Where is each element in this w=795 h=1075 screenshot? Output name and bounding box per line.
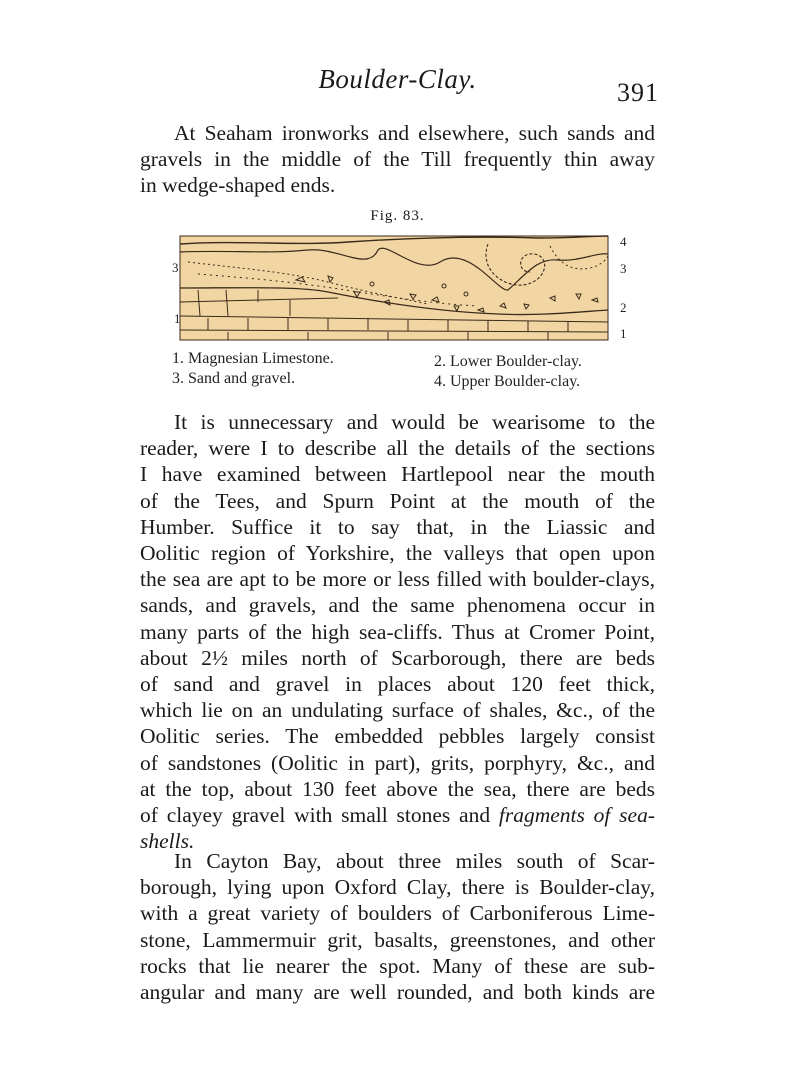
paragraph-yorkshire-sections	[140, 409, 655, 854]
text-line: sands, and gravels, and the same phenomena occur in	[140, 593, 655, 618]
text-line: of sand and gravel in places about 120 feet thick,	[140, 672, 655, 697]
geological-section-figure	[178, 232, 612, 344]
text-line: It is unnecessary and would be wearisome to the	[174, 410, 655, 434]
figure-right-number: 1	[620, 326, 627, 341]
text-line: which lie on an undulating surface of shales, &c., of the	[140, 698, 655, 723]
text-line: I have examined between Hartlepool near the mouth	[140, 462, 655, 487]
text-line: about 2½ miles north of Scarborough, there are beds	[140, 645, 655, 670]
italic-run: shells.	[140, 829, 195, 854]
text-line: angular and many are well rounded, and both kinds are	[140, 980, 655, 1005]
running-title: Boulder-Clay.	[318, 64, 477, 94]
paragraph-cayton-bay	[140, 848, 655, 1005]
text-line: rocks that lie nearer the spot. Many of these are sub-	[140, 953, 655, 978]
text-line: many parts of the high sea-cliffs. Thus at Cromer Point,	[140, 619, 655, 644]
paragraph-seaham	[140, 120, 655, 199]
figure-right-number: 4	[620, 234, 627, 249]
figure-left-number: 3	[172, 260, 179, 275]
text-line: reader, were I to describe all the details of the sections	[140, 436, 655, 461]
legend-item: 3. Sand and gravel.	[172, 370, 296, 387]
text-run: of clayey gravel with small stones and	[140, 803, 491, 828]
page-number: 391	[617, 78, 659, 107]
text-line: with a great variety of boulders of Carboniferous Lime-	[140, 901, 655, 926]
text-line: in wedge-shaped ends.	[140, 173, 336, 198]
text-line: Humber. Suffice it to say that, in the Liassic and	[140, 514, 655, 539]
figure-right-number: 3	[620, 261, 627, 276]
text-line: at the top, about 130 feet above the sea, there are beds	[140, 776, 655, 801]
text-line	[140, 802, 655, 828]
text-line: borough, lying upon Oxford Clay, there is Boulder-clay,	[140, 875, 655, 900]
text-line: In Cayton Bay, about three miles south of Scar-	[174, 849, 655, 873]
text-line: of the Tees, and Spurn Point at the mouth of the	[140, 488, 655, 513]
figure-right-number: 2	[620, 300, 627, 315]
legend-item: 2. Lower Boulder-clay.	[434, 353, 582, 370]
legend-item: 1. Magnesian Limestone.	[172, 350, 334, 367]
text-line: of sandstones (Oolitic in part), grits, porphyry, &c., and	[140, 750, 655, 775]
figure-left-number: 1	[174, 311, 181, 326]
text-line: At Seaham ironworks and elsewhere, such sands and	[174, 121, 655, 145]
italic-run: fragments of sea-	[498, 803, 656, 828]
text-line: stone, Lammermuir grit, basalts, greenstones, and other	[140, 927, 655, 952]
figure-legend-right	[434, 352, 582, 392]
text-line: Oolitic region of Yorkshire, the valleys that open upon	[140, 541, 655, 566]
figure-legend-left	[172, 349, 334, 389]
figure-label: Fig. 83.	[370, 208, 425, 224]
legend-item: 4. Upper Boulder-clay.	[434, 373, 581, 390]
text-line: the sea are apt to be more or less filled with boulder-clays,	[140, 567, 655, 592]
text-line: Oolitic series. The embedded pebbles largely consist	[140, 724, 655, 749]
text-line: gravels in the middle of the Till frequently thin away	[140, 147, 655, 172]
